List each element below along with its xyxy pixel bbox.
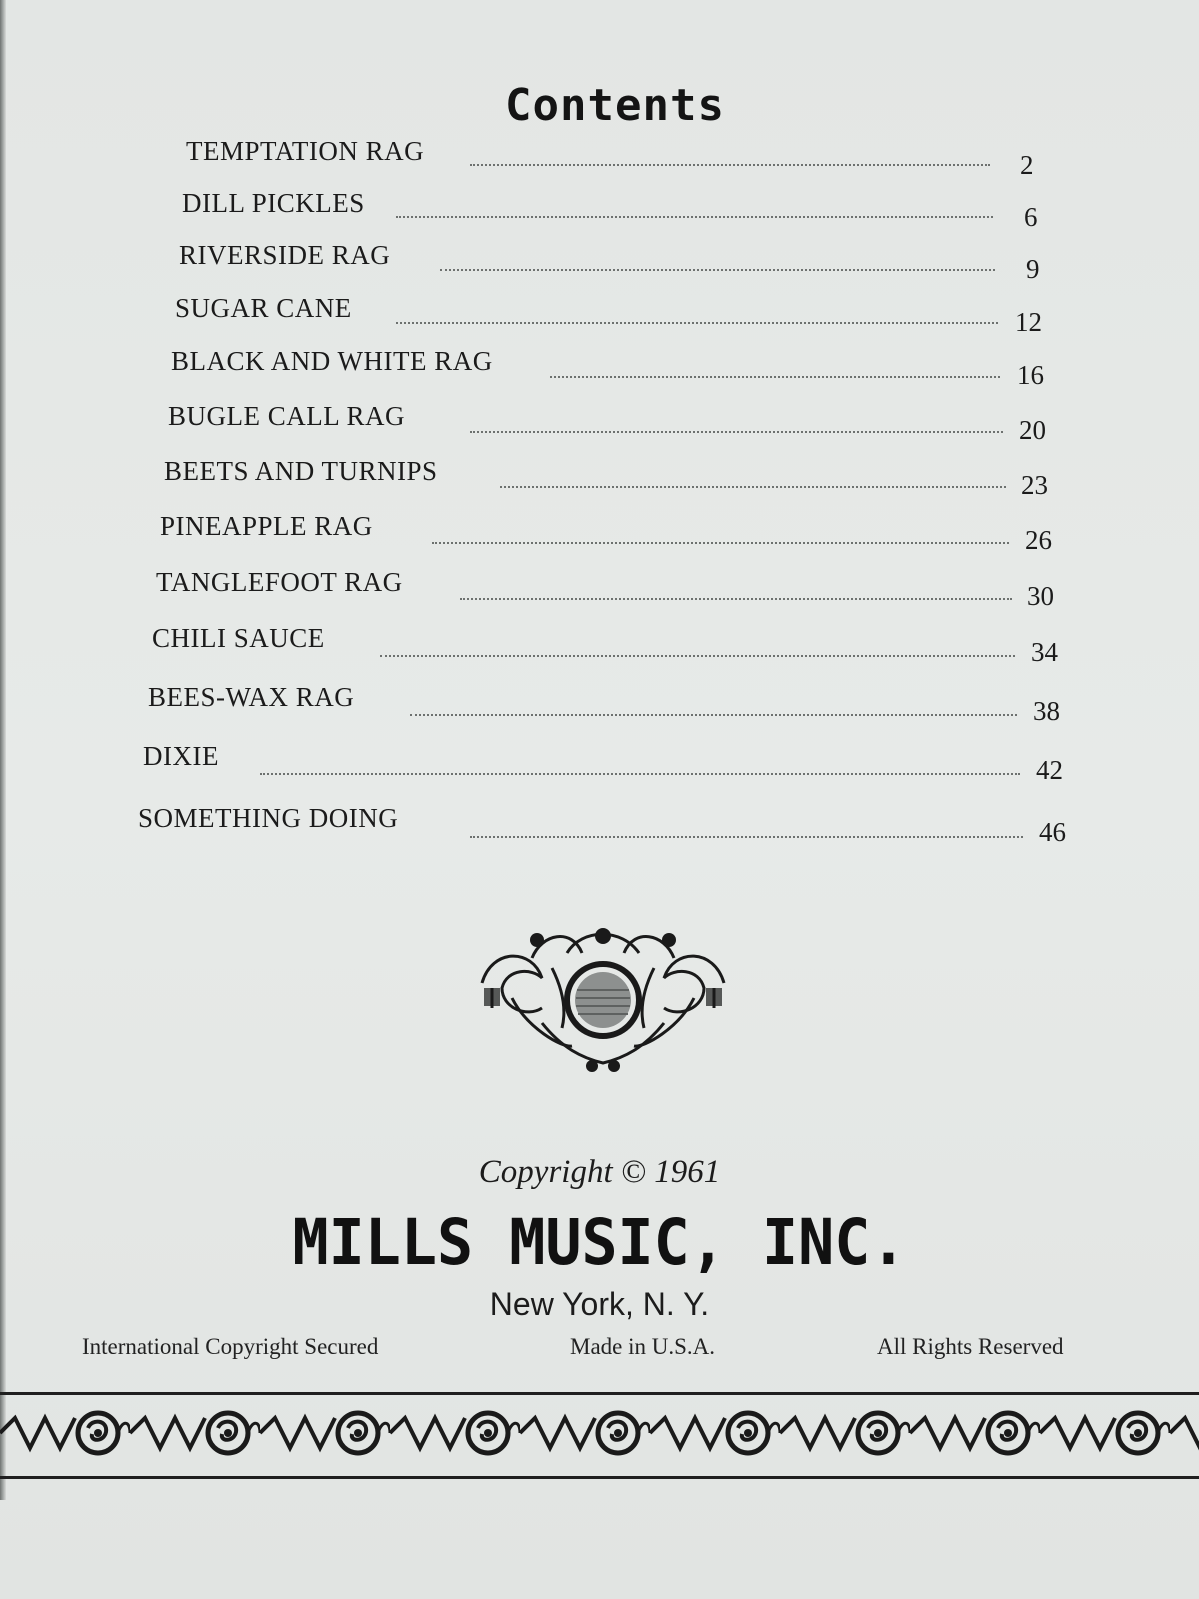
toc-entry-title: PINEAPPLE RAG bbox=[160, 511, 373, 541]
toc-dot-leader bbox=[470, 836, 1023, 838]
toc-entry-page-number: 6 bbox=[1024, 202, 1038, 232]
toc-entry-page-number: 46 bbox=[1039, 817, 1066, 847]
toc-entry bbox=[0, 346, 1199, 390]
toc-dot-leader bbox=[410, 714, 1017, 716]
toc-entry-title: BEETS AND TURNIPS bbox=[164, 456, 438, 486]
toc-entry-title: CHILI SAUCE bbox=[152, 623, 325, 653]
toc-entry-title: DIXIE bbox=[143, 741, 219, 771]
toc-entry-page-number: 30 bbox=[1027, 581, 1054, 611]
toc-dot-leader bbox=[500, 486, 1006, 488]
toc-dot-leader bbox=[460, 598, 1012, 600]
toc-dot-leader bbox=[260, 773, 1020, 775]
toc-entry bbox=[0, 682, 1199, 726]
toc-dot-leader bbox=[380, 655, 1015, 657]
toc-entry-page-number: 20 bbox=[1019, 415, 1046, 445]
toc-entry bbox=[0, 567, 1199, 611]
toc-entry bbox=[0, 741, 1199, 785]
toc-entry-page-number: 34 bbox=[1031, 637, 1058, 667]
toc-entry bbox=[0, 803, 1199, 847]
toc-entry-title: TANGLEFOOT RAG bbox=[156, 567, 403, 597]
footer-copyright-secured: International Copyright Secured bbox=[82, 1334, 379, 1359]
toc-entry-title: SUGAR CANE bbox=[175, 293, 352, 323]
publisher-city: New York, N. Y. bbox=[489, 1286, 710, 1322]
toc-entry-title: RIVERSIDE RAG bbox=[179, 240, 391, 270]
toc-entry-title: TEMPTATION RAG bbox=[186, 136, 425, 166]
toc-dot-leader bbox=[396, 216, 993, 218]
top-border-rule bbox=[0, 1392, 1199, 1395]
toc-dot-leader bbox=[440, 269, 995, 271]
page-title: Contents bbox=[505, 80, 725, 131]
publisher-name: MILLS MUSIC, INC. bbox=[292, 1206, 907, 1280]
toc-dot-leader bbox=[432, 542, 1009, 544]
acanthus-cartouche-ornament-icon bbox=[472, 928, 734, 1076]
toc-entry-title: DILL PICKLES bbox=[182, 188, 365, 218]
toc-dot-leader bbox=[550, 376, 1000, 378]
toc-entry-page-number: 2 bbox=[1020, 150, 1034, 180]
copyright-line: Copyright © 1961 bbox=[478, 1154, 721, 1190]
toc-dot-leader bbox=[470, 164, 990, 166]
footer-rights-reserved: All Rights Reserved bbox=[877, 1334, 1064, 1359]
toc-entry-page-number: 23 bbox=[1021, 470, 1048, 500]
footer-made-in: Made in U.S.A. bbox=[570, 1334, 716, 1359]
toc-entry-page-number: 42 bbox=[1036, 755, 1063, 785]
toc-entry-page-number: 26 bbox=[1025, 525, 1052, 555]
bottom-border-rule bbox=[0, 1476, 1199, 1479]
toc-entry-title: BUGLE CALL RAG bbox=[168, 401, 405, 431]
toc-entry-title: BEES-WAX RAG bbox=[148, 682, 355, 712]
toc-entry bbox=[0, 188, 1199, 232]
toc-entry-page-number: 9 bbox=[1026, 254, 1040, 284]
scroll-border-ornament-icon bbox=[0, 1398, 1199, 1468]
toc-entry bbox=[0, 511, 1199, 555]
toc-entry bbox=[0, 401, 1199, 445]
toc-entry-page-number: 12 bbox=[1015, 307, 1042, 337]
toc-entry bbox=[0, 240, 1199, 284]
toc-entry-title: BLACK AND WHITE RAG bbox=[171, 346, 493, 376]
toc-entry bbox=[0, 293, 1199, 337]
toc-dot-leader bbox=[470, 431, 1003, 433]
toc-entry bbox=[0, 623, 1199, 667]
toc-entry-title: SOMETHING DOING bbox=[138, 803, 399, 833]
toc-dot-leader bbox=[396, 322, 998, 324]
toc-entry-page-number: 16 bbox=[1017, 360, 1044, 390]
toc-entry-page-number: 38 bbox=[1033, 696, 1060, 726]
toc-entry bbox=[0, 136, 1199, 180]
toc-entry bbox=[0, 456, 1199, 500]
